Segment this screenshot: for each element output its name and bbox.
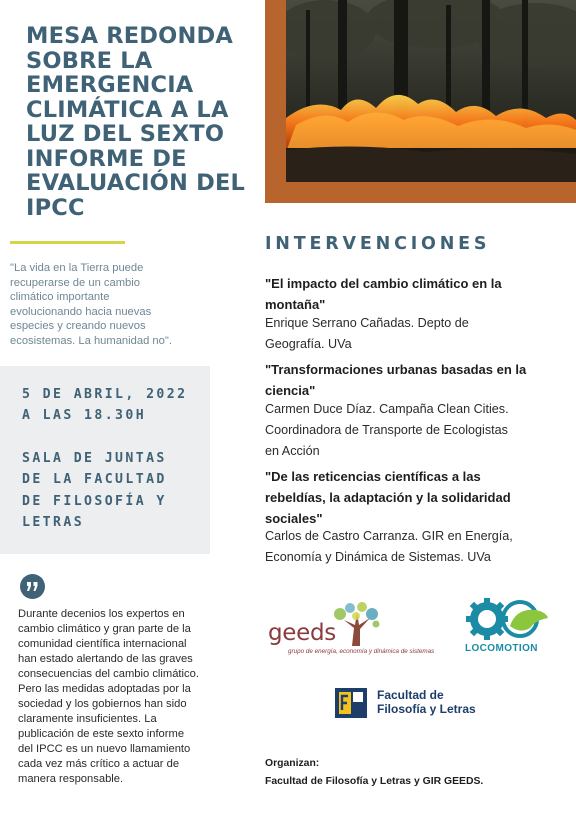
talk-author-line: Enrique Serrano Cañadas. Depto de <box>265 316 469 330</box>
talk-author <box>265 399 565 462</box>
venue-line: LETRAS <box>22 515 85 530</box>
quote-line: "La vida en la Tierra puede <box>10 262 144 274</box>
talk-title <box>265 466 565 529</box>
talk-title-line: rebeldías, la adaptación y la solidaridad <box>265 490 511 505</box>
talk-author-line: Coordinadora de Transporte de Ecologistas <box>265 423 508 437</box>
quote-line: climático importante <box>10 291 110 303</box>
description-line: publicación de este sexto informe <box>18 728 185 740</box>
quote-line: ecosistemas. La humanidad no". <box>10 334 172 347</box>
interventions-heading: INTERVENCIONES <box>265 234 491 254</box>
description-line: han estado alertando de las graves <box>18 653 193 665</box>
quote-line: evolucionando hacia nuevas <box>10 305 152 318</box>
tree-icon <box>330 602 382 646</box>
facultad-logo <box>333 684 493 726</box>
gear-leaf-icon <box>466 598 550 640</box>
title-line: EMERGENCIA <box>26 72 194 98</box>
title-line: CLIMÁTICA A LA <box>26 96 229 123</box>
quote-line: recuperarse de un cambio <box>10 276 140 289</box>
talk-author <box>265 313 565 355</box>
facultad-wordmark <box>377 688 476 716</box>
description-line: Durante decenios los expertos en <box>18 608 185 620</box>
title-line: SOBRE LA <box>26 47 153 74</box>
venue-line: DE FILOSOFÍA Y <box>22 494 167 509</box>
title-line: IPCC <box>26 194 85 221</box>
talk-author-line: en Acción <box>265 444 320 458</box>
title-line: INFORME DE <box>26 145 187 172</box>
talk-author-line: Economía y Dinámica de Sistemas. UVa <box>265 550 491 564</box>
geeds-logo <box>266 602 446 662</box>
page-title <box>26 24 256 220</box>
description-line: consecuencias del cambio climático. <box>18 668 199 680</box>
locomotion-logo <box>462 598 554 658</box>
forest-fire-photo <box>286 0 576 182</box>
event-date: 5 DE ABRIL, 2022 <box>22 387 188 402</box>
title-line: LUZ DEL SEXTO <box>26 121 225 147</box>
locomotion-wordmark: LOCOMOTION <box>465 643 538 654</box>
epigraph-quote <box>10 261 210 348</box>
facultad-line: Facultad de <box>377 688 444 702</box>
talk-title-line: "Transformaciones urbanas basadas en la <box>265 362 527 377</box>
talk-author-line: Carmen Duce Díaz. Campaña Clean Cities. <box>265 402 509 416</box>
event-time: A LAS 18.30H <box>22 408 147 423</box>
description-line: manera responsable. <box>18 773 124 785</box>
organizers-label: Organizan: <box>265 758 320 769</box>
talk-title <box>265 273 565 315</box>
description-line: del IPCC es un nuevo llamamiento <box>18 743 191 755</box>
talk-title-line: ciencia" <box>265 383 316 398</box>
description-line: cambio climático y gran parte de la <box>18 623 191 635</box>
talk-author-line: Carlos de Castro Carranza. GIR en Energía, <box>265 529 513 543</box>
facultad-emblem-icon <box>333 686 369 720</box>
organizers-text: Facultad de Filosofía y Letras y GIR GEEDS. <box>265 776 484 787</box>
venue-line: DE LA FACULTAD <box>22 472 167 487</box>
description-line: sociedad y los gobiernos han sido <box>18 698 187 710</box>
title-line: EVALUACIÓN DEL <box>26 170 246 196</box>
description-line: claramente insuficientes. La <box>18 713 157 725</box>
event-info-box <box>0 366 210 554</box>
talk-title <box>265 359 565 401</box>
description-text <box>18 607 218 787</box>
talk-author <box>265 526 565 568</box>
description-line: cada vez más crítico a actuar de <box>18 758 180 770</box>
quote-icon <box>20 574 45 599</box>
description-line: Pero las medidas adoptadas por la <box>18 683 191 695</box>
quote-line: especies y creando nuevos <box>10 320 146 332</box>
accent-divider <box>10 241 125 244</box>
talk-title-line: sociales" <box>265 511 323 526</box>
description-line: comunidad científica internacional <box>18 638 187 650</box>
title-line: MESA REDONDA <box>26 23 234 49</box>
talk-title-line: montaña" <box>265 297 326 312</box>
talk-title-line: "De las reticencias científicas a las <box>265 469 481 484</box>
venue-line: SALA DE JUNTAS <box>22 451 167 466</box>
talk-author-line: Geografía. UVa <box>265 337 352 351</box>
geeds-subtitle: grupo de energía, economía y dinámica de sistemas <box>288 648 435 655</box>
facultad-line: Filosofía y Letras <box>377 702 476 716</box>
talk-title-line: "El impacto del cambio climático en la <box>265 276 502 291</box>
geeds-wordmark: geeds <box>268 620 336 646</box>
